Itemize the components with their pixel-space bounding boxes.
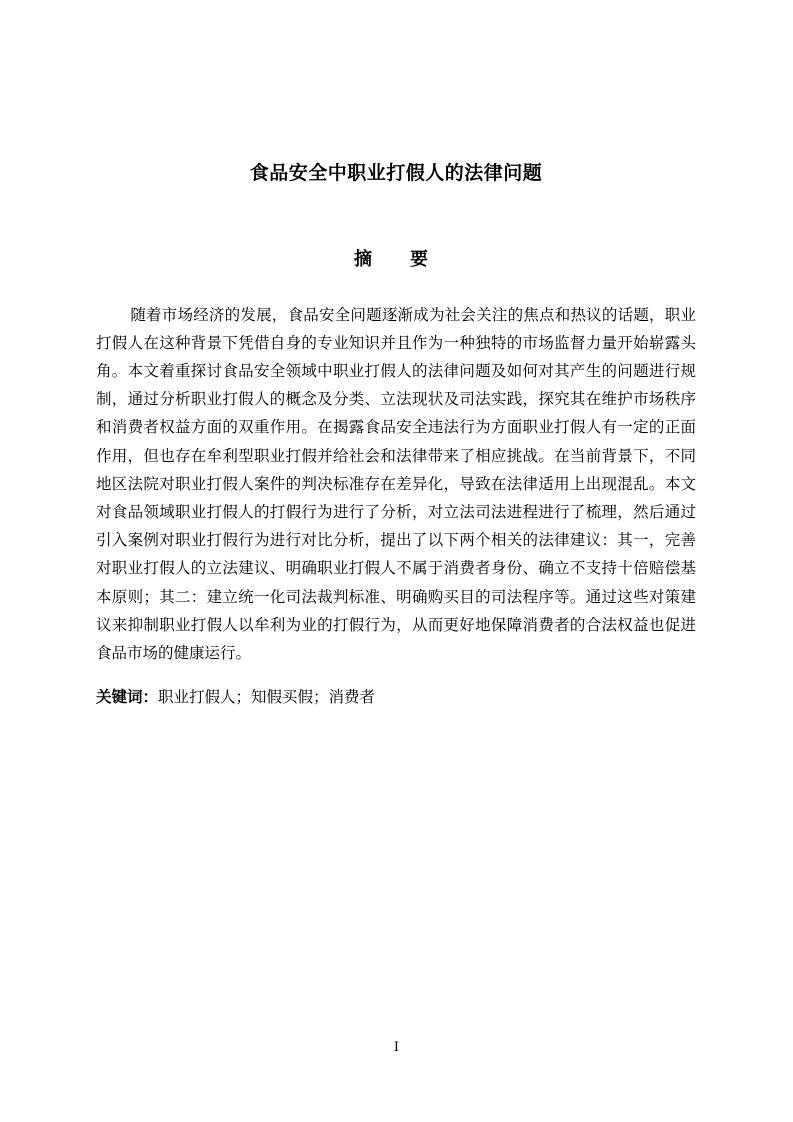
- keywords-label: 关键词：: [96, 686, 159, 706]
- keywords-value: 职业打假人；知假买假；消费者: [158, 687, 376, 706]
- keywords-line: [96, 683, 696, 711]
- page-number: I: [393, 1040, 400, 1055]
- abstract-heading: 摘 要: [354, 248, 438, 270]
- page-content: [96, 0, 696, 726]
- abstract-text: 随着市场经济的发展，食品安全问题逐渐成为社会关注的焦点和热议的话题，职业打假人在这种背景下凭借自身的专业知识并且作为一种独特的市场监督力量开始崭露头角。本文着重探讨食品安全领域中职业打假人的法律问题及如何对其产生的问题进行规制，通过分析职业打假人的概念及分类、立法现状及司法实践，探究其在维护市场秩序和消费者权益方面的双重作用。在揭露食品安全违法行为方面职业打假人有一定的正面作用，但也存在牟利型职业打假并给社会和法律带来了相应挑战。在当前背景下，不同地区法院对职业打假人案件的判决标准存在差异化，导致在法律适用上出现混乱。本文对食品领域职业打假人的打假行为进行了分析，对立法司法进程进行了梳理，然后通过引入案例对职业打假行为进行对比分析，提出了以下两个相关的法律建议：其一，完善对职业打假人的立法建议、明确职业打假人不属于消费者身份、确立不支持十倍赔偿基本原则；其二：建立统一化司法裁判标准、明确购买目的司法程序等。通过这些对策建议来抑制职业打假人以牟利为业的打假行为，从而更好地保障消费者的合法权益也促进食品市场的健康运行。: [96, 305, 696, 663]
- abstract-paragraph: [96, 301, 696, 668]
- page-title: 食品安全中职业打假人的法律问题: [249, 162, 543, 184]
